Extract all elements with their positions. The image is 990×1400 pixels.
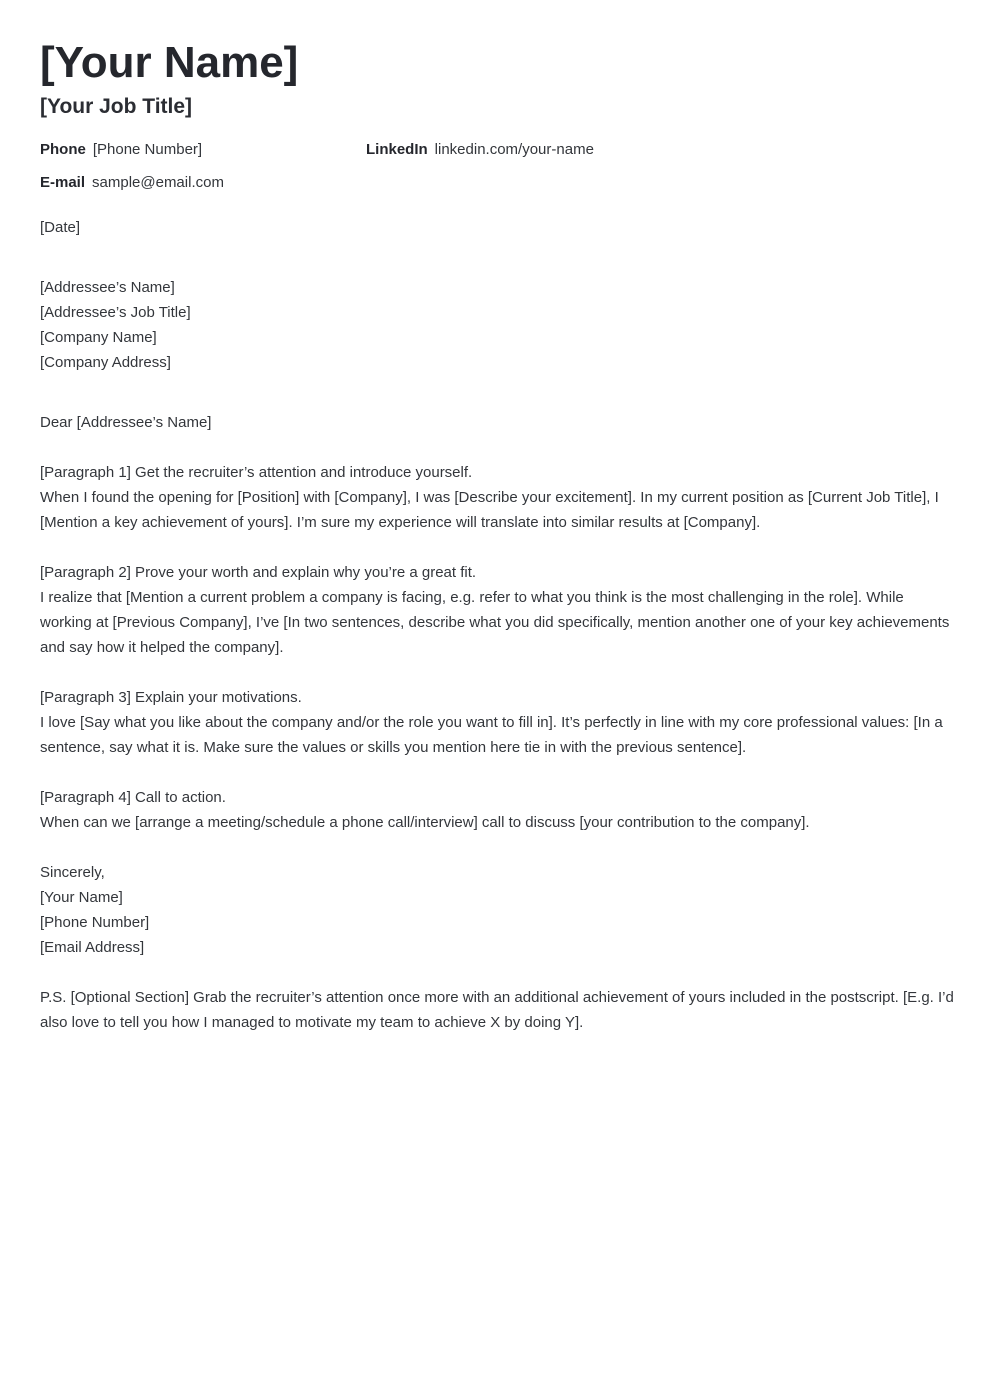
applicant-job-title: [Your Job Title] [40, 95, 193, 118]
paragraph-4-heading: [Paragraph 4] Call to action. [40, 789, 226, 806]
letter-date: [Date] [40, 219, 81, 236]
phone-label: Phone [40, 141, 86, 158]
paragraph-2-heading: [Paragraph 2] Prove your worth and explain why you’re a great fit. [40, 564, 477, 581]
contact-phone [40, 140, 202, 160]
addressee-job-title: [Addressee’s Job Title] [40, 304, 191, 321]
closing-sincerely: Sincerely, [40, 864, 105, 881]
addressee-company-address: [Company Address] [40, 354, 171, 371]
addressee-name: [Addressee’s Name] [40, 279, 175, 296]
closing-email: [Email Address] [40, 939, 145, 956]
email-value: sample@email.com [92, 174, 224, 191]
closing-name: [Your Name] [40, 889, 123, 906]
contact-linkedin [366, 140, 594, 160]
paragraph-4-text: When can we [arrange a meeting/schedule a phone call/interview] call to discuss [your contribution to the company]. [40, 814, 810, 831]
paragraph-1-heading: [Paragraph 1] Get the recruiter’s attention and introduce yourself. [40, 464, 473, 481]
paragraph-3-text: I love [Say what you like about the company and/or the role you want to fill in]. It’s perfectly in line with my core professional values: [In a sentence, say what it is. Make sure the values or skills you mention here tie in with the previous sentence]. [40, 714, 943, 756]
linkedin-label: LinkedIn [366, 141, 428, 158]
contact-email [40, 173, 224, 193]
email-label: E-mail [40, 174, 86, 191]
addressee-company-name: [Company Name] [40, 329, 157, 346]
linkedin-value: linkedin.com/your-name [434, 141, 594, 158]
closing-phone: [Phone Number] [40, 914, 150, 931]
postscript: P.S. [Optional Section] Grab the recruiter’s attention once more with an additional achievement of yours included in the postscript. [E.g. I’d also love to tell you how I managed to motivate my team to achieve X by doing Y]. [40, 989, 954, 1031]
salutation: Dear [Addressee’s Name] [40, 414, 212, 431]
paragraph-2-text: I realize that [Mention a current problem a company is facing, e.g. refer to what you think is the most challenging in the role]. While working at [Previous Company], I’ve [In two sentences, describe what you did specifically, mention another one of your key achievements and say how it helped the company]. [40, 589, 950, 656]
paragraph-3-heading: [Paragraph 3] Explain your motivations. [40, 689, 302, 706]
phone-value: [Phone Number] [92, 141, 203, 158]
letter-body [40, 215, 955, 1035]
paragraph-1-text: When I found the opening for [Position] with [Company], I was [Describe your excitement]. In my current position as [Current Job Title], I [Mention a key achievement of yours]. I’m sure my experience will translate into similar results at [Company]. [40, 489, 939, 531]
applicant-name: [Your Name] [40, 38, 299, 87]
